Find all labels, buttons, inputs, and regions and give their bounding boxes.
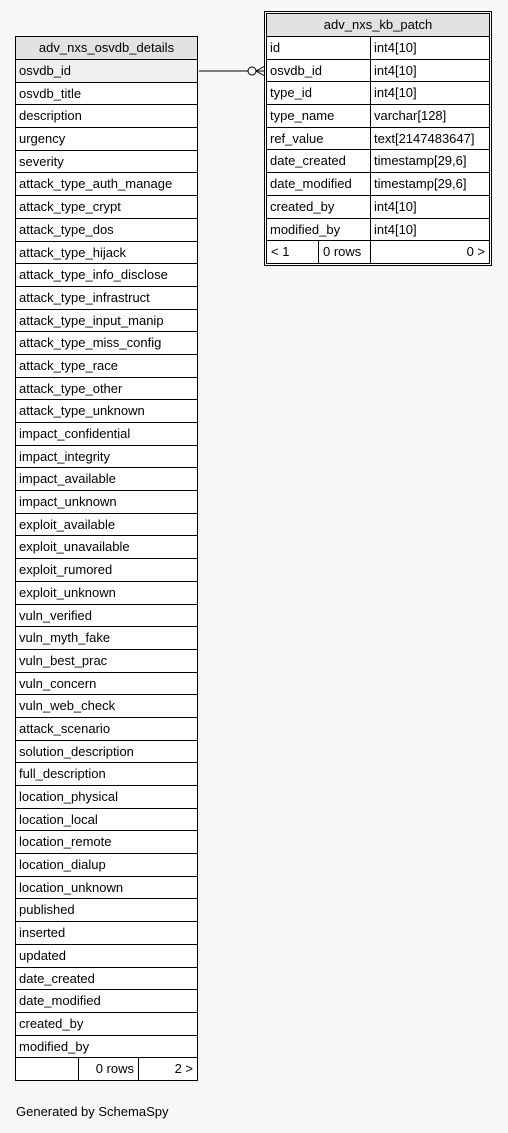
column-row[interactable] — [16, 945, 197, 968]
column-name: attack_type_dos — [19, 221, 114, 237]
zero-optionality-marker — [248, 67, 256, 75]
column-name: vuln_myth_fake — [19, 630, 111, 646]
column-name: full_description — [19, 766, 106, 782]
column-name: attack_type_miss_config — [19, 335, 162, 351]
column-name: ref_value — [270, 130, 324, 146]
column-name: impact_available — [19, 471, 116, 487]
column-row[interactable] — [267, 150, 489, 173]
column-name: location_local — [19, 811, 98, 827]
column-name: location_remote — [19, 834, 112, 850]
column-name: type_id — [270, 85, 312, 101]
column-name: impact_unknown — [19, 494, 117, 510]
column-name: attack_type_hijack — [19, 244, 126, 260]
column-name: vuln_verified — [19, 607, 92, 623]
column-row[interactable] — [16, 83, 197, 106]
column-row[interactable] — [16, 854, 197, 877]
column-name: date_created — [19, 970, 95, 986]
column-name: attack_type_other — [19, 380, 123, 396]
column-row[interactable] — [267, 37, 489, 60]
parents-link[interactable] — [16, 1058, 78, 1080]
column-row[interactable] — [16, 831, 197, 854]
column-row[interactable] — [16, 173, 197, 196]
column-name: created_by — [19, 1015, 84, 1031]
column-row[interactable] — [16, 968, 197, 991]
column-row[interactable] — [267, 196, 489, 219]
table-adv-nxs-osvdb-details[interactable] — [15, 36, 198, 1081]
table-footer — [267, 241, 489, 263]
column-row[interactable] — [16, 673, 197, 696]
column-name: attack_type_crypt — [19, 199, 121, 215]
column-name: exploit_unknown — [19, 584, 116, 600]
column-row[interactable] — [16, 763, 197, 786]
generated-by-credit: Generated by SchemaSpy — [16, 1104, 169, 1119]
parents-link[interactable]: < 1 — [271, 244, 290, 260]
column-row[interactable] — [16, 105, 197, 128]
column-list — [16, 60, 197, 1058]
column-row[interactable] — [16, 196, 197, 219]
column-name: attack_scenario — [19, 720, 111, 736]
column-row[interactable] — [16, 128, 197, 151]
column-name: type_name — [270, 108, 335, 124]
column-name: urgency — [19, 131, 66, 147]
table-title[interactable]: adv_nxs_kb_patch — [267, 14, 489, 37]
column-row[interactable] — [16, 1013, 197, 1036]
column-row[interactable] — [16, 332, 197, 355]
column-row[interactable] — [16, 559, 197, 582]
column-row[interactable] — [16, 514, 197, 537]
column-row[interactable] — [16, 809, 197, 832]
column-row[interactable] — [16, 310, 197, 333]
column-row[interactable] — [16, 287, 197, 310]
column-name: attack_type_unknown — [19, 403, 145, 419]
column-type: int4[10] — [370, 37, 489, 59]
children-link[interactable]: 2 > — [138, 1058, 197, 1080]
column-row[interactable] — [16, 536, 197, 559]
column-type: timestamp[29,6] — [370, 150, 489, 172]
column-name: vuln_best_prac — [19, 652, 108, 668]
column-name: attack_type_race — [19, 357, 119, 373]
column-type: timestamp[29,6] — [370, 173, 489, 195]
column-type: text[2147483647] — [370, 128, 489, 150]
column-row[interactable] — [16, 242, 197, 265]
column-name: attack_type_input_manip — [19, 312, 164, 328]
column-row[interactable] — [16, 786, 197, 809]
column-list — [267, 37, 489, 241]
column-row[interactable] — [16, 718, 197, 741]
column-row[interactable] — [16, 1036, 197, 1059]
column-name: attack_type_auth_manage — [19, 176, 173, 192]
column-row[interactable] — [16, 650, 197, 673]
column-row[interactable] — [16, 355, 197, 378]
column-type: int4[10] — [370, 219, 489, 241]
column-name: location_dialup — [19, 857, 106, 873]
column-name: impact_confidential — [19, 426, 131, 441]
column-row[interactable] — [16, 741, 197, 764]
column-name: location_unknown — [19, 879, 124, 895]
column-row[interactable] — [16, 627, 197, 650]
column-name: osvdb_id — [19, 63, 72, 78]
column-row[interactable] — [16, 605, 197, 628]
table-title[interactable]: adv_nxs_osvdb_details — [16, 37, 197, 60]
column-row[interactable] — [16, 468, 197, 491]
column-type: int4[10] — [370, 82, 489, 104]
column-name: solution_description — [19, 743, 134, 759]
row-count: 0 rows — [318, 241, 370, 263]
column-row[interactable] — [16, 446, 197, 469]
column-row[interactable] — [16, 264, 197, 287]
column-name: impact_integrity — [19, 448, 111, 464]
column-name: osvdb_title — [19, 85, 82, 101]
column-name: updated — [19, 947, 66, 963]
column-row[interactable] — [267, 128, 489, 151]
column-type: int4[10] — [370, 196, 489, 218]
column-row[interactable] — [267, 173, 489, 196]
children-link[interactable]: 0 > — [370, 241, 489, 263]
column-row[interactable] — [16, 990, 197, 1013]
column-row[interactable] — [16, 151, 197, 174]
column-row[interactable] — [267, 60, 489, 83]
column-name: date_modified — [19, 993, 101, 1009]
column-name: id — [270, 40, 281, 55]
column-row[interactable] — [16, 219, 197, 242]
column-name: date_modified — [270, 176, 352, 192]
column-row[interactable] — [16, 423, 197, 446]
column-type: varchar[128] — [370, 105, 489, 127]
column-name: modified_by — [19, 1038, 90, 1054]
column-row[interactable] — [267, 105, 489, 128]
column-row[interactable] — [16, 877, 197, 900]
column-name: attack_type_info_disclose — [19, 267, 168, 283]
column-name: exploit_unavailable — [19, 539, 130, 555]
column-row[interactable] — [16, 582, 197, 605]
column-name: modified_by — [270, 221, 341, 237]
column-name: created_by — [270, 198, 335, 214]
column-name: vuln_concern — [19, 675, 97, 691]
column-name: vuln_web_check — [19, 698, 116, 714]
column-row[interactable] — [16, 378, 197, 401]
column-row[interactable] — [267, 219, 489, 242]
column-name: published — [19, 902, 75, 918]
column-name: description — [19, 108, 82, 124]
column-name: date_created — [270, 153, 346, 169]
column-row[interactable] — [16, 400, 197, 423]
column-name: location_physical — [19, 789, 119, 804]
column-name: exploit_available — [19, 516, 116, 532]
column-row[interactable] — [16, 922, 197, 945]
column-row[interactable] — [16, 60, 197, 83]
column-row[interactable] — [16, 491, 197, 514]
column-name: inserted — [19, 925, 66, 941]
table-footer — [16, 1058, 197, 1080]
column-name: osvdb_id — [270, 62, 323, 78]
table-adv-nxs-kb-patch[interactable] — [264, 11, 492, 266]
column-type: int4[10] — [370, 60, 489, 82]
column-name: exploit_rumored — [19, 562, 113, 578]
column-row[interactable] — [267, 82, 489, 105]
column-name: severity — [19, 153, 64, 169]
column-row[interactable] — [16, 695, 197, 718]
column-row[interactable] — [16, 899, 197, 922]
column-name: attack_type_infrastruct — [19, 289, 150, 305]
row-count: 0 rows — [78, 1058, 138, 1080]
